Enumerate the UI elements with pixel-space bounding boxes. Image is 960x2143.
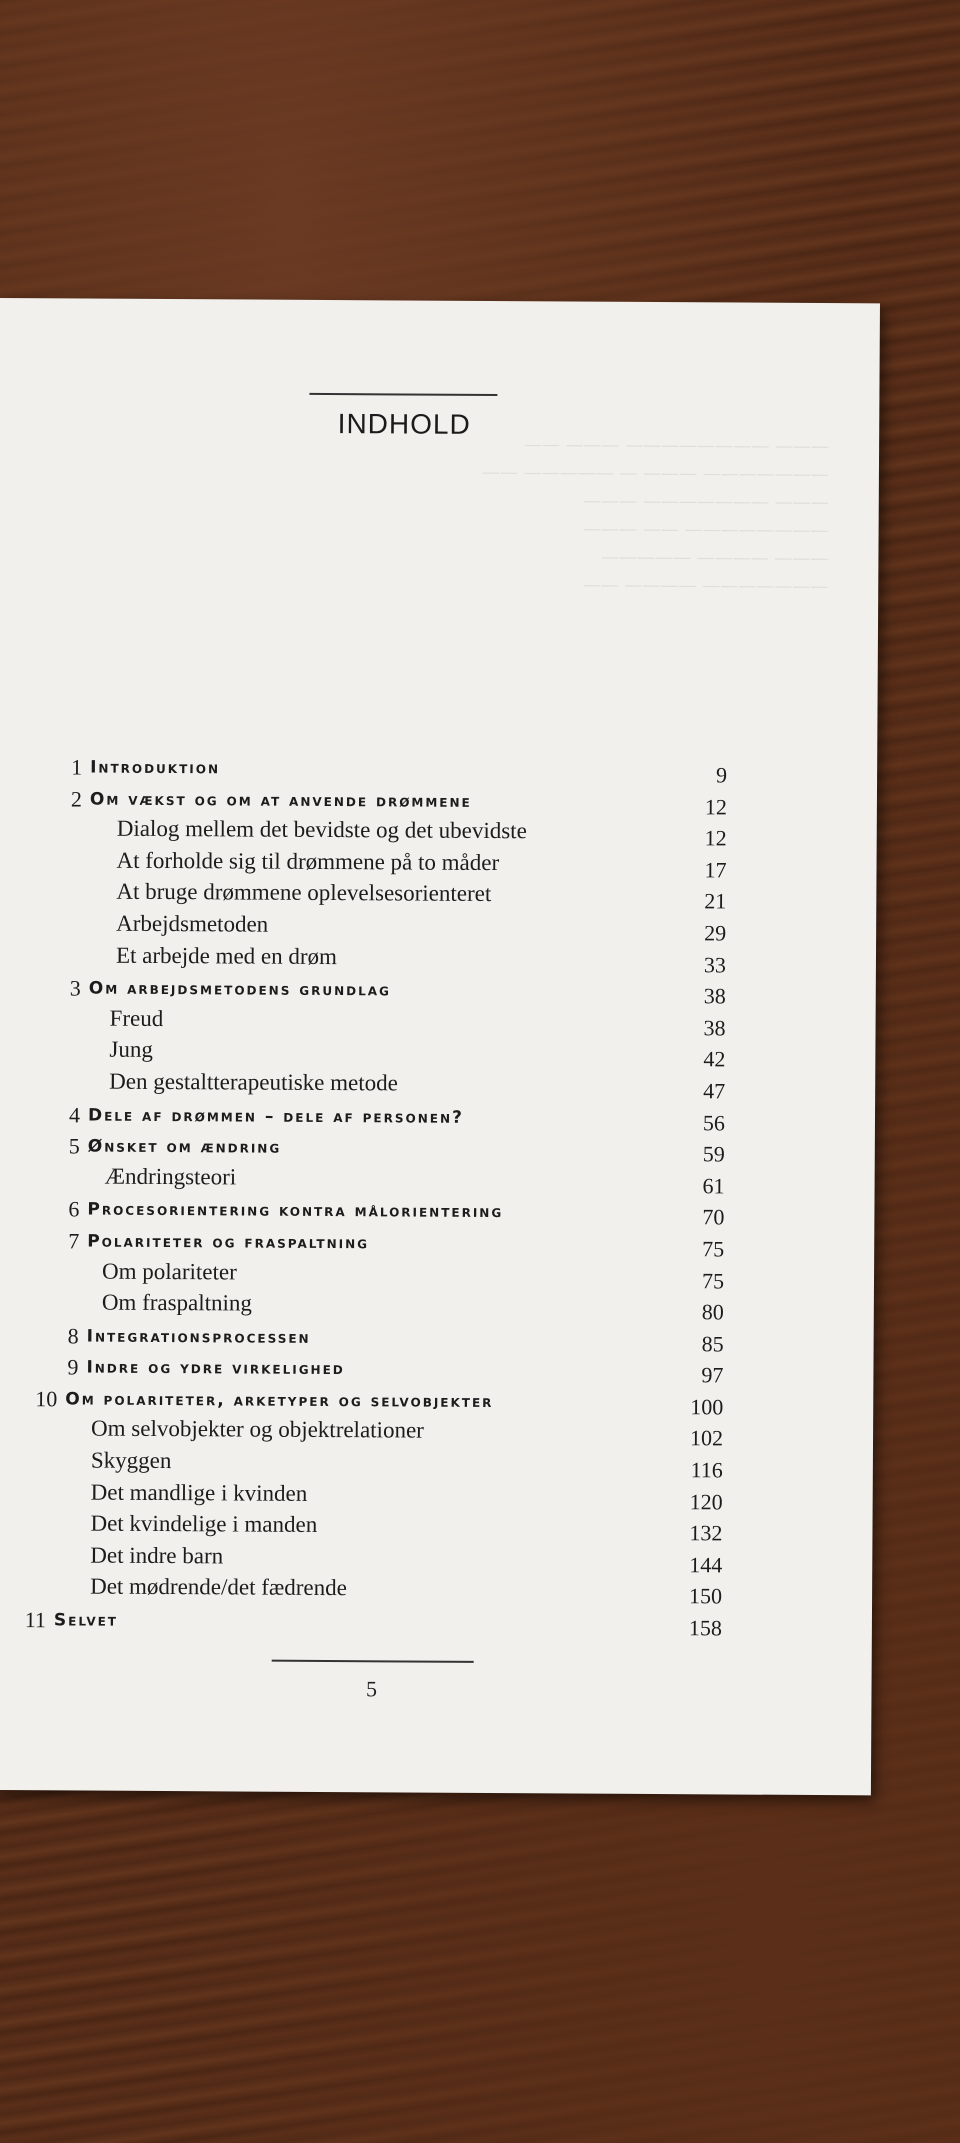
toc-section-row	[0, 876, 876, 913]
section-title: At bruge drømmene oplevelsesorienteret	[116, 879, 492, 907]
toc-section-row	[0, 1477, 873, 1514]
toc-section-row	[0, 1571, 872, 1608]
chapter-title: Selvet	[53, 1610, 119, 1631]
toc-section-row	[0, 813, 877, 850]
chapter-title: Om polariteter, arketyper og selvobjekter	[65, 1389, 494, 1412]
chapter-number: 3	[69, 975, 81, 1001]
toc-section-row	[0, 1287, 874, 1324]
toc-chapter-row	[0, 1603, 872, 1640]
toc-section-row	[0, 1508, 873, 1545]
toc-chapter-row	[0, 1319, 874, 1356]
chapter-number: 1	[71, 754, 83, 780]
toc-section-row	[0, 1003, 876, 1040]
section-title: Et arbejde med en drøm	[115, 942, 338, 969]
section-title: Arbejdsmetoden	[116, 910, 269, 937]
toc-chapter-row	[0, 1350, 874, 1387]
folio-rule	[272, 1660, 474, 1663]
page-ref: 47	[703, 1078, 726, 1104]
page-ref: 97	[701, 1362, 724, 1388]
chapter-number: 5	[68, 1133, 80, 1159]
chapter-number: 7	[68, 1228, 80, 1254]
title-rule	[309, 393, 497, 396]
section-title: At forholde sig til drømmene på to måder	[116, 847, 500, 875]
toc-chapter-row	[0, 1192, 875, 1229]
toc-section-row	[0, 1066, 875, 1103]
toc-section-row	[0, 1255, 874, 1292]
page-ref: 85	[701, 1330, 724, 1357]
page-ref: 75	[701, 1267, 725, 1293]
chapter-title: Indre og ydre virkelighed	[86, 1357, 345, 1380]
page-ref: 158	[688, 1615, 722, 1641]
chapter-number: 11	[24, 1607, 47, 1633]
chapter-title: Dele af drømmen – dele af personen?	[87, 1105, 464, 1128]
page-ref: 29	[704, 920, 727, 946]
section-title: Om polariteter	[101, 1258, 237, 1284]
page-ref: 33	[703, 951, 727, 978]
page-number: 5	[365, 1676, 378, 1702]
page-ref: 80	[701, 1299, 724, 1325]
page-ref: 17	[704, 857, 727, 883]
section-title: Jung	[109, 1037, 153, 1063]
page-ref: 75	[702, 1236, 725, 1262]
toc-section-row	[0, 845, 877, 882]
section-title: Freud	[109, 1005, 164, 1031]
toc-section-row	[0, 1540, 872, 1577]
page-ref: 21	[704, 888, 727, 914]
chapter-number: 6	[68, 1196, 80, 1222]
toc-chapter-row	[0, 1382, 873, 1419]
toc-chapter-row	[0, 971, 876, 1008]
section-title: Den gestaltterapeutiske metode	[109, 1068, 398, 1096]
section-title: Det indre barn	[90, 1542, 224, 1569]
toc-section-row	[0, 940, 876, 977]
page-ref: 100	[690, 1394, 724, 1420]
chapter-title: Integrationsprocessen	[86, 1326, 311, 1348]
toc-section-row	[0, 1161, 875, 1198]
toc-chapter-row	[0, 782, 877, 819]
toc-section-row	[0, 908, 876, 945]
page-ref: 70	[702, 1204, 725, 1230]
toc-section-row	[0, 1034, 875, 1071]
toc-chapter-row	[0, 1129, 875, 1166]
page-ref: 12	[704, 825, 727, 851]
toc-section-row	[0, 1413, 873, 1450]
chapter-title: Ønsket om ændring	[87, 1136, 282, 1158]
page-ref: 38	[703, 983, 726, 1009]
chapter-number: 10	[35, 1386, 58, 1412]
show-through-text: ——— ———————— ——— —— ——————— ——— — ————— —— ——— ——————— ——— ———————— —— ——— ——— ———— ————— ——————— ———— ——	[481, 434, 830, 598]
page-ref: 59	[702, 1141, 725, 1167]
chapter-title: Introduktion	[90, 757, 221, 779]
chapter-title: Polariteter og fraspaltning	[87, 1231, 370, 1254]
section-title: Det kvindelige i manden	[90, 1510, 318, 1538]
toc-chapter-row	[0, 1224, 874, 1261]
section-title: Det mødrende/det fædrende	[90, 1574, 347, 1601]
page-ref: 150	[689, 1583, 723, 1609]
page-ref: 144	[689, 1552, 723, 1578]
chapter-title: Procesorientering kontra målorientering	[87, 1199, 504, 1223]
chapter-title: Om vækst og om at anvende drømmene	[89, 789, 472, 812]
page-ref: 132	[689, 1520, 723, 1546]
book-page	[0, 298, 880, 1795]
section-title: Det mandlige i kvinden	[90, 1479, 308, 1506]
toc-chapter-row	[0, 1098, 875, 1135]
chapter-title: Om arbejdsmetodens grundlag	[88, 978, 392, 1001]
page-ref: 120	[689, 1488, 723, 1515]
page-title: INDHOLD	[337, 408, 471, 440]
table-of-contents	[0, 750, 877, 1640]
chapter-number: 2	[70, 786, 83, 812]
chapter-number: 8	[67, 1323, 79, 1349]
page-ref: 38	[703, 1015, 726, 1041]
section-title: Om selvobjekter og objektrelationer	[91, 1416, 424, 1444]
toc-chapter-row	[0, 750, 877, 787]
chapter-number: 4	[68, 1101, 81, 1128]
section-title: Ændringsteori	[104, 1163, 237, 1190]
page-ref: 102	[689, 1425, 724, 1451]
page-ref: 42	[703, 1046, 726, 1072]
page-ref: 56	[702, 1109, 726, 1135]
page-ref: 9	[716, 762, 728, 788]
chapter-number: 9	[67, 1354, 79, 1380]
section-title: Skyggen	[90, 1447, 172, 1474]
page-ref: 12	[704, 793, 727, 820]
section-title: Dialog mellem det bevidste og det ubevidste	[116, 815, 527, 844]
section-title: Om fraspaltning	[101, 1289, 253, 1316]
page-ref: 61	[702, 1173, 725, 1199]
page-ref: 116	[690, 1457, 723, 1483]
toc-section-row	[0, 1445, 873, 1482]
